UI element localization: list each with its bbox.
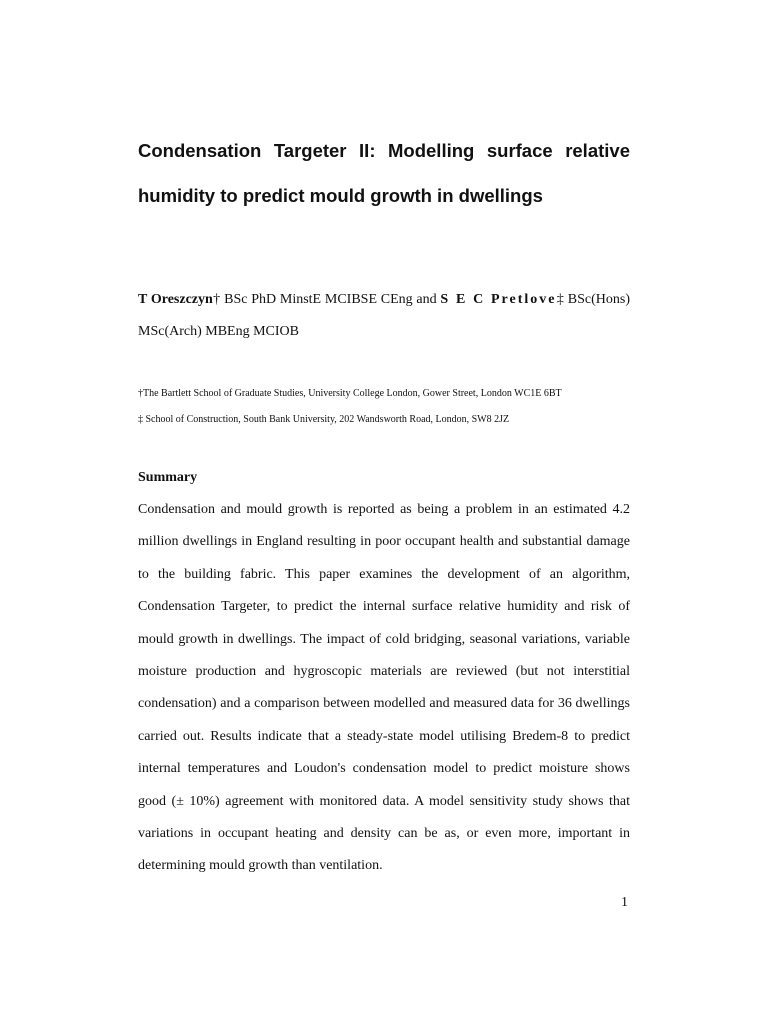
affiliation-1: †The Bartlett School of Graduate Studies, University College London, Gower Street, London WC1E 6BT: [138, 388, 562, 399]
page-number: 1: [621, 895, 628, 910]
author-1-mark: †: [212, 292, 221, 307]
author-1-credentials: BSc PhD MinstE MCIBSE CEng and: [220, 292, 441, 307]
summary-heading: Summary: [138, 470, 198, 485]
author-1-name: T Oreszczyn: [138, 292, 213, 307]
author-2-mark: ‡: [556, 292, 565, 307]
affiliation-2: ‡ School of Construction, South Bank University, 202 Wandsworth Road, London, SW8 2JZ: [138, 414, 510, 425]
paper-title: Condensation Targeter II: Modelling surface relative humidity to predict mould growth in dwellings: [138, 140, 630, 206]
author-line: [138, 284, 630, 348]
summary-body: Condensation and mould growth is reported as being a problem in an estimated 4.2 million dwellings in England resulting in poor occupant health and substantial damage to the building fabric. This paper examines the development of an algorithm, Condensation Targeter, to predict the internal surface relative humidity and risk of mould growth in dwellings. The impact of cold bridging, seasonal variations, variable moisture production and hygroscopic materials are reviewed (but not interstitial condensation) and a comparison between modelled and measured data for 36 dwellings carried out. Results indicate that a steady-state model utilising Bredem-8 to predict internal temperatures and Loudon's condensation model to predict moisture shows good (± 10%) agreement with monitored data. A model sensitivity study shows that variations in occupant heating and density can be as, or even more, important in determining mould growth than ventilation.: [138, 502, 630, 874]
author-2-name: S E C Pretlove: [440, 292, 557, 307]
author-2-credentials: BSc(Hons) MSc(Arch) MBEng MCIOB: [138, 292, 631, 339]
